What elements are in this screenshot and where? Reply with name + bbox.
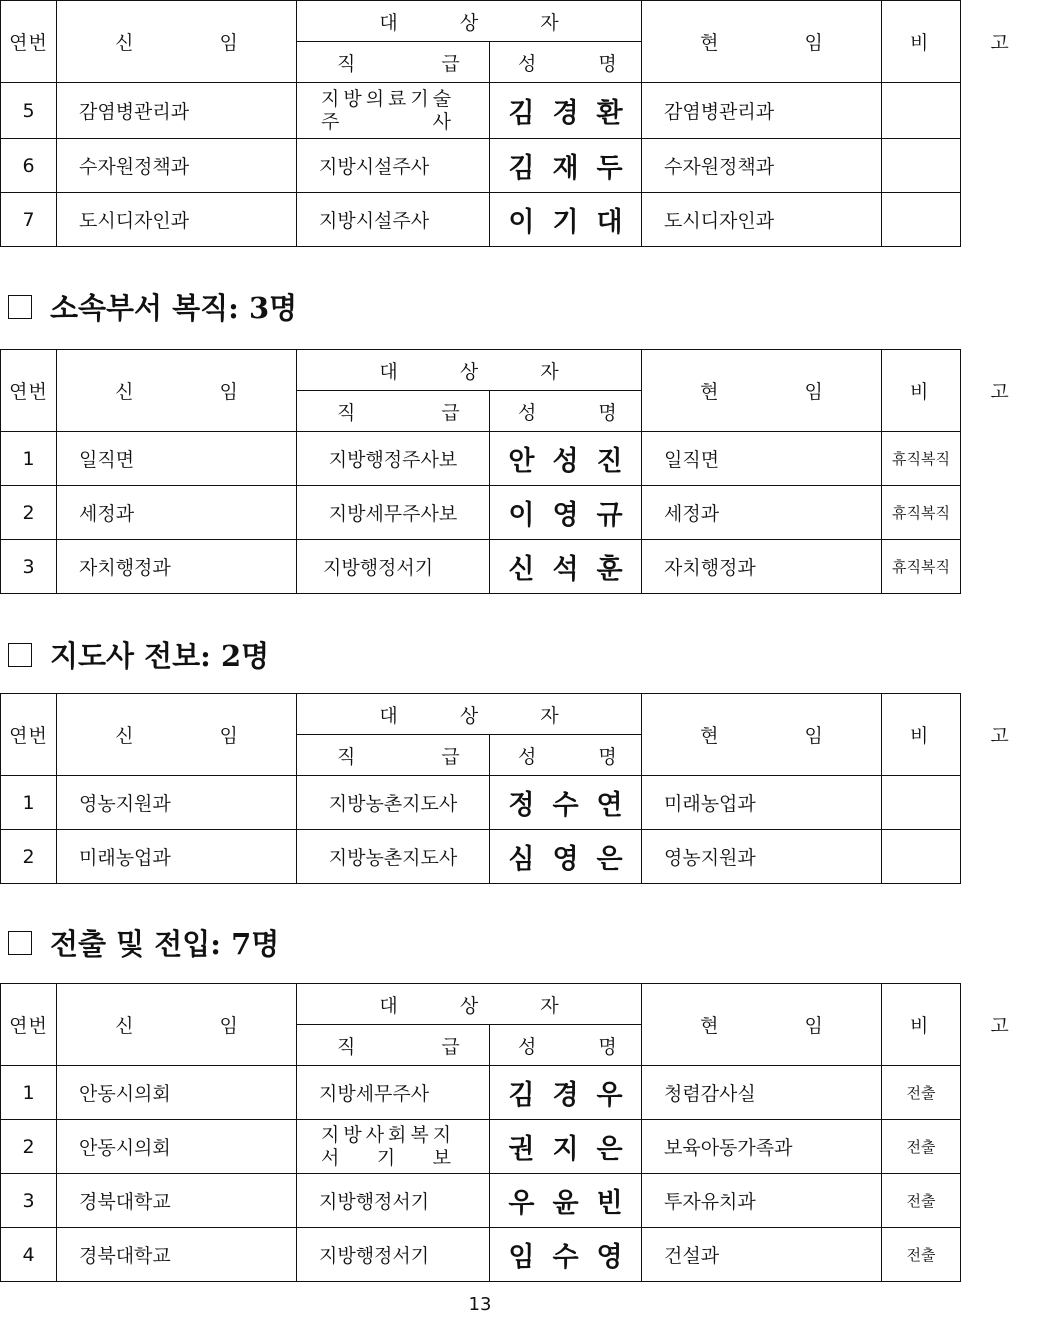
header-rank: 직 급 (297, 391, 490, 432)
header-remark: 비 고 (882, 694, 961, 776)
row-rank: 지방행정서기 (297, 1174, 490, 1228)
header-name: 성 명 (490, 1025, 642, 1066)
row-remark (882, 83, 961, 139)
row-person-name: 우윤빈 (490, 1174, 642, 1228)
table-row (1, 83, 961, 139)
header-new-post: 신 임 (57, 984, 297, 1066)
table-row (1, 776, 961, 830)
checkbox-square-icon (8, 643, 32, 667)
row-person-name: 김경우 (490, 1066, 642, 1120)
row-current-post: 도시디자인과 (642, 193, 882, 247)
row-person-name: 신석훈 (490, 540, 642, 594)
header-remark: 비 고 (882, 984, 961, 1066)
header-target: 대 상 자 (297, 694, 642, 735)
row-remark: 휴직복직 (882, 486, 961, 540)
row-rank: 지방시설주사 (297, 139, 490, 193)
row-remark: 휴직복직 (882, 540, 961, 594)
row-current-post: 청렴감사실 (642, 1066, 882, 1120)
header-rank: 직 급 (297, 42, 490, 83)
row-no: 3 (1, 540, 57, 594)
row-person-name: 권지은 (490, 1120, 642, 1174)
table-row (1, 1066, 961, 1120)
row-current-post: 건설과 (642, 1228, 882, 1282)
row-rank (297, 1120, 490, 1174)
table-row (1, 1228, 961, 1282)
row-remark (882, 139, 961, 193)
row-rank: 지방세무주사보 (297, 486, 490, 540)
row-person-name: 임수영 (490, 1228, 642, 1282)
header-target: 대 상 자 (297, 1, 642, 42)
header-target: 대 상 자 (297, 984, 642, 1025)
row-remark: 전출 (882, 1228, 961, 1282)
row-new-post: 경북대학교 (57, 1174, 297, 1228)
row-new-post: 안동시의회 (57, 1066, 297, 1120)
row-no: 4 (1, 1228, 57, 1282)
header-current-post: 현 임 (642, 1, 882, 83)
header-no: 연번 (1, 984, 57, 1066)
row-new-post: 경북대학교 (57, 1228, 297, 1282)
row-no: 5 (1, 83, 57, 139)
row-current-post: 감염병관리과 (642, 83, 882, 139)
table-row (1, 139, 961, 193)
header-name: 성 명 (490, 735, 642, 776)
row-person-name: 이기대 (490, 193, 642, 247)
header-rank: 직 급 (297, 735, 490, 776)
table-row (1, 486, 961, 540)
row-no: 7 (1, 193, 57, 247)
row-rank-line1: 지방사회복지 (321, 1123, 456, 1146)
table-row (1, 1120, 961, 1174)
section-heading-transfer-out-in (8, 922, 279, 963)
row-remark: 전출 (882, 1120, 961, 1174)
row-person-name: 심영은 (490, 830, 642, 884)
section-heading-reinstatement (8, 286, 297, 327)
transfer-table-1 (0, 0, 1037, 247)
row-remark (882, 776, 961, 830)
header-name: 성 명 (490, 391, 642, 432)
row-new-post: 세정과 (57, 486, 297, 540)
row-rank: 지방행정서기 (297, 1228, 490, 1282)
section-title: 전출 및 전입: 7명 (50, 927, 280, 961)
row-new-post: 일직면 (57, 432, 297, 486)
header-current-post: 현 임 (642, 694, 882, 776)
row-new-post: 수자원정책과 (57, 139, 297, 193)
header-rank: 직 급 (297, 1025, 490, 1066)
row-current-post: 자치행정과 (642, 540, 882, 594)
header-remark: 비 고 (882, 1, 961, 83)
row-person-name: 안성진 (490, 432, 642, 486)
row-remark (882, 193, 961, 247)
table-row (1, 830, 961, 884)
row-new-post: 영농지원과 (57, 776, 297, 830)
row-no: 2 (1, 1120, 57, 1174)
row-rank (297, 83, 490, 139)
row-remark (882, 830, 961, 884)
row-remark: 휴직복직 (882, 432, 961, 486)
row-current-post: 미래농업과 (642, 776, 882, 830)
header-no: 연번 (1, 350, 57, 432)
row-rank-line1: 지방의료기술 (321, 87, 456, 110)
row-person-name: 김경환 (490, 83, 642, 139)
row-no: 1 (1, 432, 57, 486)
table-row (1, 1174, 961, 1228)
row-no: 3 (1, 1174, 57, 1228)
row-no: 2 (1, 486, 57, 540)
row-rank: 지방세무주사 (297, 1066, 490, 1120)
row-person-name: 김재두 (490, 139, 642, 193)
header-name: 성 명 (490, 42, 642, 83)
transfer-table-2 (0, 349, 1037, 594)
row-remark: 전출 (882, 1066, 961, 1120)
row-person-name: 이영규 (490, 486, 642, 540)
table-row (1, 193, 961, 247)
page-number: 13 (468, 1294, 492, 1315)
transfer-table-3 (0, 693, 1037, 884)
header-current-post: 현 임 (642, 984, 882, 1066)
checkbox-square-icon (8, 931, 32, 955)
header-no: 연번 (1, 1, 57, 83)
header-new-post: 신 임 (57, 350, 297, 432)
row-rank-line2: 서 기 보 (321, 1146, 451, 1169)
row-new-post: 감염병관리과 (57, 83, 297, 139)
section-heading-instructor-transfer (8, 634, 269, 675)
row-new-post: 안동시의회 (57, 1120, 297, 1174)
table-row (1, 432, 961, 486)
header-no: 연번 (1, 694, 57, 776)
row-no: 6 (1, 139, 57, 193)
transfer-table-4 (0, 983, 1037, 1282)
table-row (1, 540, 961, 594)
checkbox-square-icon (8, 295, 32, 319)
row-current-post: 세정과 (642, 486, 882, 540)
row-current-post: 영농지원과 (642, 830, 882, 884)
row-rank: 지방행정주사보 (297, 432, 490, 486)
row-current-post: 보육아동가족과 (642, 1120, 882, 1174)
row-rank: 지방시설주사 (297, 193, 490, 247)
row-rank: 지방행정서기 (297, 540, 490, 594)
header-remark: 비 고 (882, 350, 961, 432)
row-current-post: 일직면 (642, 432, 882, 486)
header-target: 대 상 자 (297, 350, 642, 391)
row-new-post: 도시디자인과 (57, 193, 297, 247)
row-current-post: 수자원정책과 (642, 139, 882, 193)
row-no: 2 (1, 830, 57, 884)
row-current-post: 투자유치과 (642, 1174, 882, 1228)
header-current-post: 현 임 (642, 350, 882, 432)
row-no: 1 (1, 1066, 57, 1120)
header-new-post: 신 임 (57, 1, 297, 83)
row-new-post: 자치행정과 (57, 540, 297, 594)
row-person-name: 정수연 (490, 776, 642, 830)
row-new-post: 미래농업과 (57, 830, 297, 884)
section-title: 지도사 전보: 2명 (50, 639, 270, 673)
row-no: 1 (1, 776, 57, 830)
row-rank: 지방농촌지도사 (297, 830, 490, 884)
row-remark: 전출 (882, 1174, 961, 1228)
header-new-post: 신 임 (57, 694, 297, 776)
section-title: 소속부서 복직: 3명 (50, 291, 298, 325)
row-rank: 지방농촌지도사 (297, 776, 490, 830)
row-rank-line2: 주 사 (321, 110, 451, 133)
